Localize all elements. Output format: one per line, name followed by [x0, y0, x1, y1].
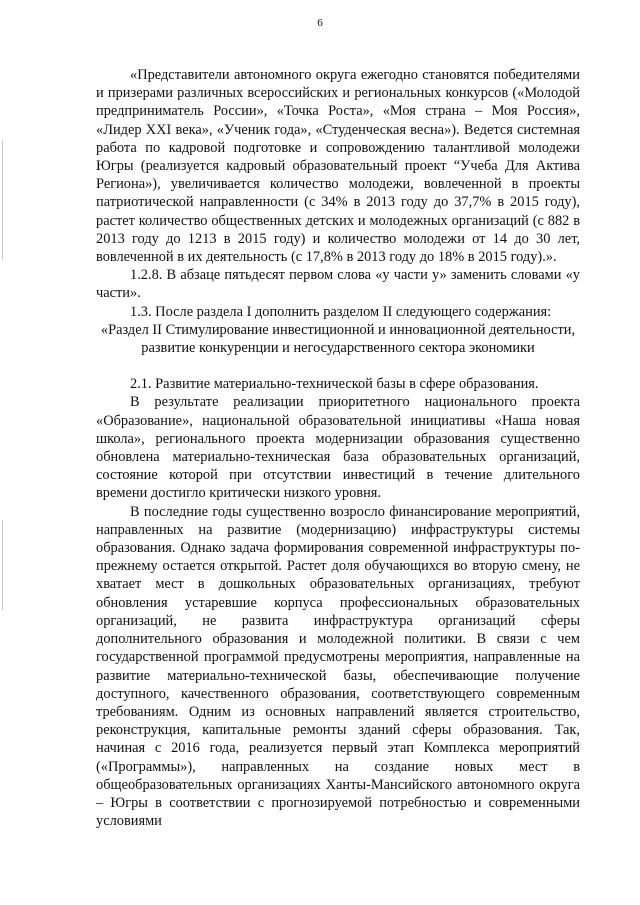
paragraph-amendment-1-2-8: 1.2.8. В абзаце пятьдесят первом слова «у части у» заменить словами «у части». — [96, 267, 580, 302]
paragraph-youth-achievements: «Представители автономного округа ежегодно становятся победителями и призерами различных всероссийских и региональных конкурсов («Молодой предприниматель России», «Точка Роста», «Моя страна – Моя Россия», «Лидер XXI века», «Ученик года», «Студенческая весна»). Ведется системная работа по кадровой подготовке и сопровождению талантливой молодежи Югры (реализуется кадровый образовательный проект “Учеба Для Актива Региона»), увеличивается количество молодежи, вовлеченной в проекты патриотической направленности (с 34% в 2013 году до 37,7% в 2015 году), растет количество общественных детских и молодежных организаций (с 882 в 2013 году до 1213 в 2015 году) и количество молодежи от 14 до 30 лет, вовлеченной в их деятельность (с 17,8% в 2013 году до 18% в 2015 году).». — [96, 67, 580, 266]
paragraph-national-project: В результате реализации приоритетного национального проекта «Образование», национальной образовательной инициативы «Наша новая школа», регионального проекта модернизации образования существенно обновлена материально-техническая база образовательных организаций, состояние которой при отсутствии инвестиций в течение длительного времени достигло критически низкого уровня. — [96, 394, 580, 502]
scan-edge-mark — [2, 140, 3, 260]
paragraph-amendment-1-3: 1.3. После раздела I дополнить разделом II следующего содержания: — [130, 303, 552, 320]
paragraph-infrastructure-funding: В последние годы существенно возросло финансирование мероприятий, направленных на развитие (модернизацию) инфраструктуры системы образования. Однако задача формирования современной инфраструктуры по-прежнему остается открытой. Растет доля обучающихся во вторую смену, не хватает мест в дошкольных образовательных организациях, требуют обновления устаревшие корпуса профессиональных образовательных организаций, не развита инфраструктура организаций сферы дополнительного образования и молодежной политики. В связи с чем государственной программой предусмотрены мероприятия, направленные на развитие материально-технической базы, обеспечивающие получение доступного, качественного образования, соответствующего современным требованиям. Одним из основных направлений является строительство, реконструкция, капитальные ремонты зданий сферы образования. Так, начиная с 2016 года, реализуется первый этап Комплекса мероприятий («Программы»), направленных на создание новых мест в общеобразовательных организациях Ханты-Мансийского автономного округа – Югры в соответствии с прогнозируемой потребностью и современными условиями — [96, 503, 580, 830]
document-body — [96, 66, 580, 830]
section-heading: «Раздел II Стимулирование инвестиционной и инновационной деятельности, развитие конкуренции и негосударственного сектора экономики — [100, 321, 576, 357]
subsection-title-2-1: 2.1. Развитие материально-технической базы в сфере образования. — [130, 376, 539, 393]
scan-edge-mark — [2, 520, 3, 610]
page-number: 6 — [317, 17, 323, 29]
